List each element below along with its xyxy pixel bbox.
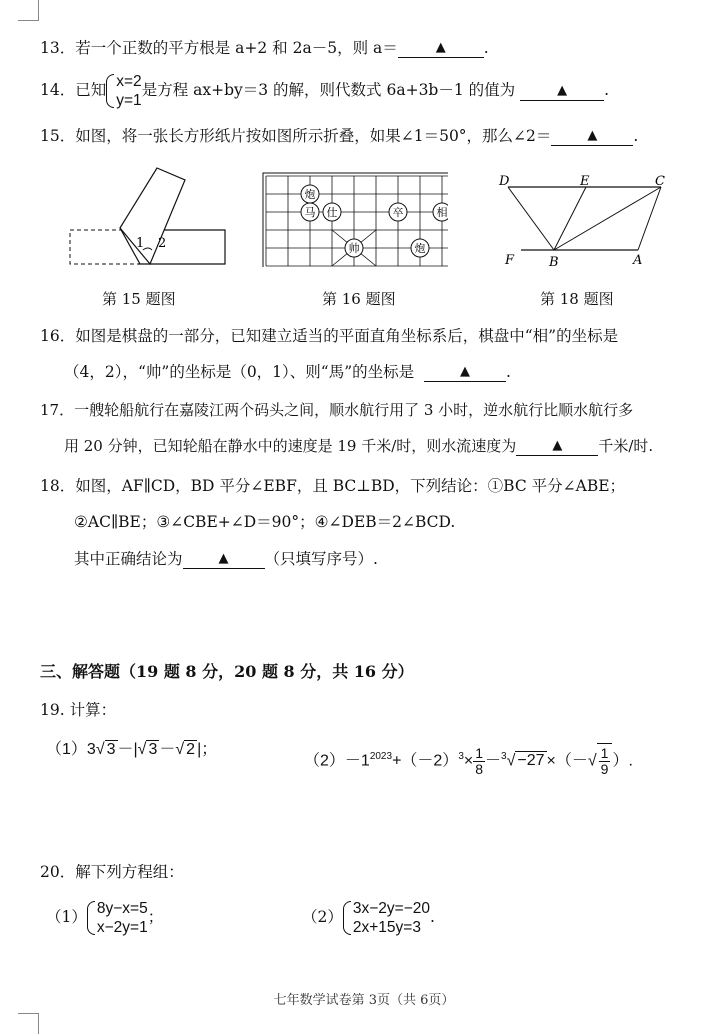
exponent: 2023 [369,751,393,762]
point-label: C [655,174,665,189]
point-label: E [580,174,590,189]
punct: . [604,81,610,99]
figure-16-caption: 第 16 题图 [322,290,396,308]
blank-mark: ▲ [587,128,598,143]
q19-part1: （1）3√ 3 －|√ 3 －√ 2 |； [46,741,218,758]
corner-mark-top [18,0,39,21]
fraction [473,746,485,777]
equation-line: 8y−x=5 [96,900,148,917]
blank-mark: ▲ [460,364,471,379]
part-label: （1） [46,908,87,926]
radicand: −27 [517,752,545,770]
question-number: 18． [40,477,76,495]
section-3-heading: 三、解答题（19 题 8 分，20 题 8 分，共 16 分） [40,662,414,681]
question-number: 16． [40,327,76,345]
punct: . [633,127,639,145]
numerator: 1 [475,744,484,761]
unit-text: 千米/时. [598,437,654,455]
answer-blank[interactable] [398,39,484,58]
answer-blank[interactable] [424,363,506,382]
chess-piece-label: 炮 [304,188,316,201]
question-text: 用 20 分钟，已知轮船在静水中的速度是 19 千米/时，则水流速度为 [64,437,517,455]
question-text: 如图，将一张长方形纸片按如图所示折叠，如果∠1＝50°，那么∠2＝ [75,127,552,145]
exponent: 3 [458,751,464,762]
equation-line: 3x−2y=−20 [352,900,431,917]
math-text: －| [117,741,138,758]
figure-16-chessboard [262,172,448,267]
segment-ca [638,187,661,250]
equation-line: x−2y=1 [96,919,148,936]
question-number: 14． [40,81,76,99]
q19-part2: $(2)-1^{2023}+(-2)^3\times$ $\frac{1}{8}$ －$^3$√ −27 ×（－√ $\frac{1}{9}$ ）. [304,744,633,777]
math-text: +（－2） [392,752,459,770]
question-18-line3 [74,549,378,569]
equation-system [343,899,430,937]
numerator: 1 [600,744,609,761]
point-label: B [549,255,559,270]
question-text: 如图，AF∥CD，BD 平分∠EBF，且 BC⊥BD，下列结论：①BC 平分∠ABE； [75,477,626,495]
denominator: 8 [475,760,484,777]
question-text: 解下列方程组： [75,863,184,881]
punct: . [483,39,489,57]
question-text: （只填写序号）. [264,550,378,568]
corner-mark-bottom [18,1013,39,1034]
equation-line: y=1 [116,92,142,109]
math-text: × [463,752,474,770]
root-index: 3 [501,751,507,762]
question-19 [40,700,116,720]
figure-15-caption: 第 15 题图 [102,290,176,308]
fraction [599,746,611,777]
equation-line: x=2 [116,73,142,90]
blank-mark: ▲ [557,82,568,98]
question-18-line2 [74,512,455,532]
question-17-line2 [64,436,653,456]
punct: ； [147,908,164,926]
figure-18-caption: 第 18 题图 [540,290,614,308]
question-number: 17． [40,401,75,419]
question-17-line1 [40,400,633,420]
denominator: 9 [600,760,609,777]
math-text: － [159,741,176,758]
question-16-line2 [64,362,511,382]
part-label: （1） [46,741,87,758]
answer-blank[interactable] [551,127,633,146]
chess-piece-label: 帅 [348,242,360,255]
answer-blank[interactable] [520,82,604,101]
question-number: 20． [40,863,76,881]
question-number: 15． [40,127,76,145]
blank-mark: ▲ [552,438,563,453]
figure-18 [496,172,676,272]
chess-piece-label: 相 [436,206,448,219]
question-text: 其中正确结论为 [74,550,183,568]
chess-piece-label: 仕 [326,206,338,219]
chess-piece-label: 炮 [414,242,426,255]
question-text: 如图是棋盘的一部分，已知建立适当的平面直角坐标系后，棋盘中“相”的坐标是 [75,327,619,345]
punct: . [430,908,435,926]
question-18-line1 [40,476,625,496]
question-number: 13． [40,39,76,57]
part-label: （2） [304,752,345,770]
question-text: ②AC∥BE；③∠CBE+∠D＝90°；④∠DEB＝2∠BCD. [74,513,456,531]
question-text: 一艘轮船航行在嘉陵江两个码头之间，顺水航行用了 3 小时，逆水航行比顺水航行多 [74,401,634,419]
figure-15 [60,160,235,272]
answer-blank[interactable] [183,550,265,569]
page-footer: 七年数学试卷第 3页（共 6页） [273,993,455,1008]
radicand: 2 [186,741,196,758]
equation-line: 2x+15y=3 [352,919,421,936]
equation-system [106,72,141,110]
blank-mark: ▲ [218,551,229,566]
math-text: ）. [612,752,633,770]
question-text: 若一个正数的平方根是 a+2 和 2a－5，则 a＝ [75,39,398,57]
math-text: 3 [86,741,96,758]
equation-system [87,899,148,937]
q20-part2 [302,894,435,940]
question-13 [40,38,489,58]
question-15 [40,126,638,146]
question-20 [40,862,184,882]
angle-label-2: 2 [158,236,167,251]
math-text: |； [197,741,218,758]
math-text: －1 [344,752,370,770]
chess-piece-label: 卒 [392,206,404,219]
math-text: － [485,752,502,770]
part-label: （2） [302,908,343,926]
chess-piece-label: 马 [304,206,316,219]
folded-strip [120,168,185,264]
question-16-line1 [40,326,618,346]
question-text: 是方程 ax+by＝3 的解，则代数式 6a+3b－1 的值为 [141,81,516,99]
question-14 [40,70,609,110]
radicand: 3 [148,741,158,758]
punct: . [506,363,511,381]
answer-blank[interactable] [516,437,598,456]
point-label: F [505,253,515,268]
q20-part1 [46,894,163,940]
blank-mark: ▲ [435,40,446,55]
question-text-pre: 已知 [75,81,107,99]
math-text: ×（－ [546,752,588,770]
segment-db [508,187,554,250]
point-label: D [499,174,510,189]
point-label: A [633,253,643,268]
question-number: 19. [40,701,65,719]
question-text: 计算： [69,701,117,719]
radicand: 3 [106,741,116,758]
angle-label-1: 1 [136,236,145,251]
question-text: （4，2），“帅”的坐标是（0，1）、则“馬”的坐标是 [64,363,415,381]
